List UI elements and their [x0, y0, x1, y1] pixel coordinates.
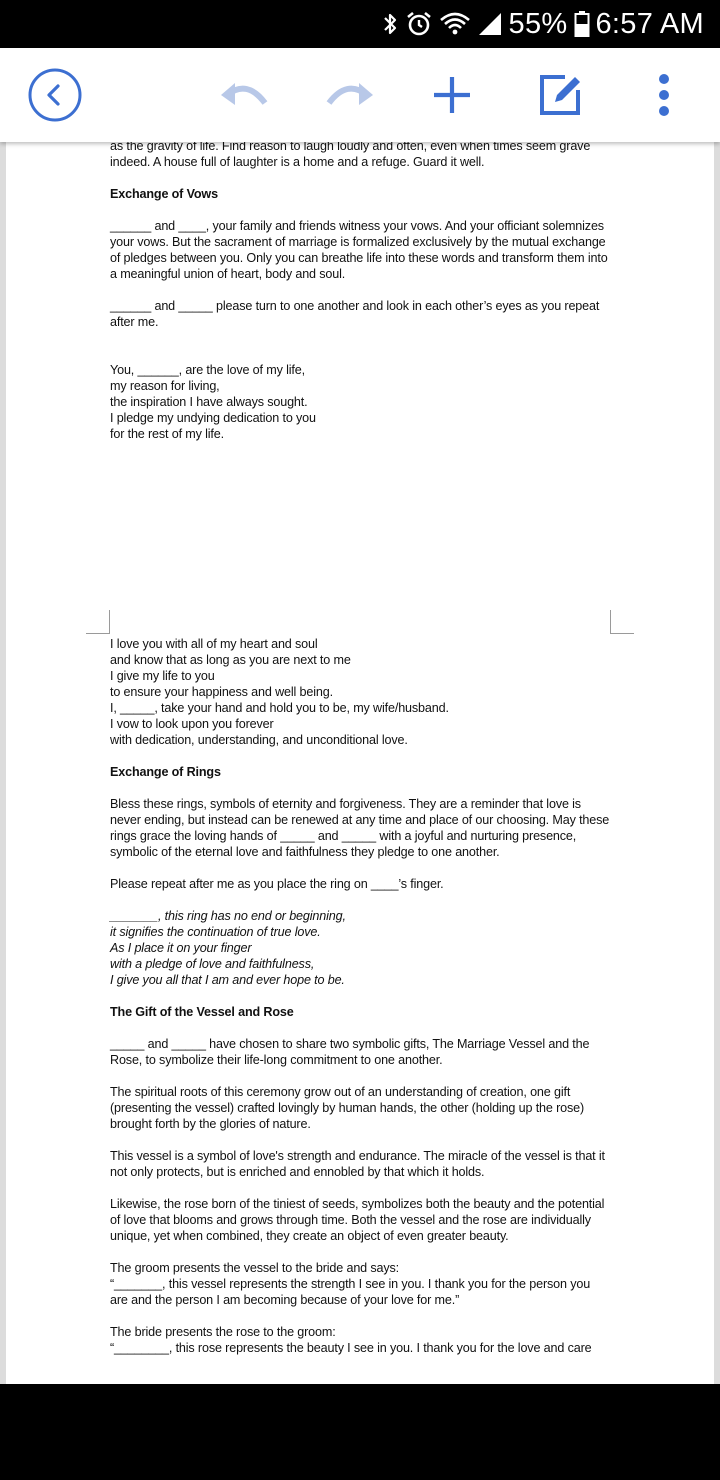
paragraph: indeed. A house full of laughter is a home and a refuge. Guard it well. [110, 155, 485, 169]
add-button[interactable] [424, 48, 480, 142]
paragraph: _____ and _____ have chosen to share two symbolic gifts, The Marriage Vessel and the Rose, to symbolize their life-long commitment to one another. [110, 1037, 590, 1067]
verse-line: You, ______, are the love of my life, [110, 363, 305, 377]
verse-line: it signifies the continuation of true love. [110, 925, 321, 939]
back-icon [27, 67, 83, 123]
section-heading: The Gift of the Vessel and Rose [110, 1005, 294, 1019]
margin-corner [86, 610, 110, 634]
paragraph: ______ and ____, your family and friends witness your vows. And your officiant solemnizes your vows. But the sacrament of marriage is formalized exclusively by the mutual exchange of pledges between you. Only you can breathe life into these words and transform them into a meaningful union of heart, body and soul. [110, 219, 608, 281]
verse-line: the inspiration I have always sought. [110, 395, 308, 409]
status-icons [381, 0, 704, 48]
paragraph: The spiritual roots of this ceremony grow out of an understanding of creation, one gift (presenting the vessel) crafted lovingly by human hands, the other (holding up the rose) brought forth by the glories of nature. [110, 1085, 585, 1131]
verse-line: to ensure your happiness and well being. [110, 685, 333, 699]
redo-button[interactable] [318, 48, 382, 142]
paragraph: as the gravity of life. Find reason to laugh loudly and often, even when times seem grave [110, 142, 591, 153]
document-viewer[interactable] [0, 142, 720, 1384]
bluetooth-icon [381, 11, 399, 37]
more-options-button[interactable] [644, 48, 684, 142]
battery-percent: 55% [508, 7, 568, 40]
margin-corner [610, 610, 634, 634]
verse-line: and know that as long as you are next to me [110, 653, 351, 667]
paragraph: ______ and _____ please turn to one another and look in each other’s eyes as you repeat after me. [110, 299, 600, 329]
paragraph: This vessel is a symbol of love's strength and endurance. The miracle of the vessel is that it not only protects, but is enriched and ennobled by that which it holds. [110, 1149, 605, 1179]
verse-line: for the rest of my life. [110, 427, 224, 441]
page-text [110, 636, 610, 1356]
section-heading: Exchange of Rings [110, 765, 221, 779]
alarm-icon [405, 10, 433, 38]
verse-line: I love you with all of my heart and soul [110, 637, 318, 651]
section-heading: Exchange of Vows [110, 187, 218, 201]
undo-button[interactable] [212, 48, 276, 142]
paragraph: Bless these rings, symbols of eternity and forgiveness. They are a reminder that love is never ending, but instead can be renewed at any time and place of our choosing. May these rings grace the loving hands of _____ and _____ with a joyful and nurturing presence, symbolic of the eternal love and faithfulness they pledge to one another. [110, 797, 610, 859]
clock: 6:57 AM [595, 7, 704, 40]
verse-line: I give you all that I am and ever hope to be. [110, 973, 345, 987]
status-bar [0, 0, 720, 48]
redo-icon [323, 75, 377, 115]
page-text [110, 142, 610, 442]
verse-line: I, _____, take your hand and hold you to be, my wife/husband. [110, 701, 449, 715]
paragraph: “________, this rose represents the beauty I see in you. I thank you for the love and care [110, 1341, 592, 1355]
verse-line: I vow to look upon you forever [110, 717, 274, 731]
verse-line: As I place it on your finger [110, 941, 252, 955]
verse-line: my reason for living, [110, 379, 220, 393]
more-icon [657, 73, 671, 117]
paragraph: Likewise, the rose born of the tiniest of seeds, symbolizes both the beauty and the potential of love that blooms and grows through time. Both the vessel and the rose are individually unique, yet when combined, they create an object of even greater beauty. [110, 1197, 605, 1243]
edit-icon [537, 72, 583, 118]
edit-button[interactable] [532, 48, 588, 142]
navigation-bar-area [0, 1384, 720, 1480]
battery-icon [574, 10, 590, 38]
paragraph: The groom presents the vessel to the bride and says: [110, 1261, 400, 1275]
verse-line: I give my life to you [110, 669, 215, 683]
paragraph: “_______, this vessel represents the strength I see in you. I thank you for the person you are and the person I am becoming because of your love for me.” [110, 1277, 591, 1307]
signal-icon [477, 11, 503, 37]
wifi-icon [439, 11, 471, 37]
verse-line: with a pledge of love and faithfulness, [110, 957, 315, 971]
back-button[interactable] [22, 48, 88, 142]
verse-line: with dedication, understanding, and unconditional love. [110, 733, 408, 747]
paragraph: The bride presents the rose to the groom: [110, 1325, 336, 1339]
document-page [6, 552, 714, 1384]
paragraph: Please repeat after me as you place the ring on ____’s finger. [110, 877, 444, 891]
verse-line: I pledge my undying dedication to you [110, 411, 316, 425]
toolbar [0, 48, 720, 142]
undo-icon [217, 75, 271, 115]
verse-line: _______, this ring has no end or beginning, [110, 909, 346, 923]
add-icon [430, 73, 474, 117]
